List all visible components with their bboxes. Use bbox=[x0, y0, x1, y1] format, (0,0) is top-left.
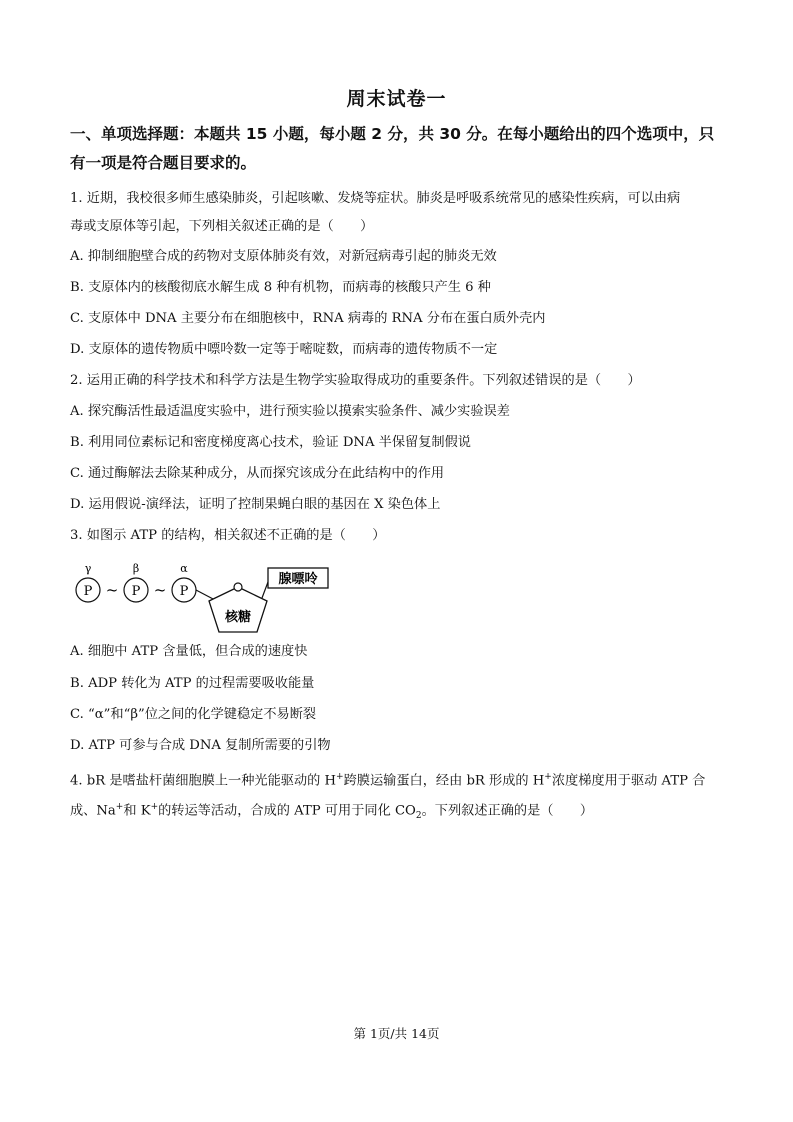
section-heading-line-1: 一、单项选择题：本题共 15 小题，每小题 2 分，共 30 分。在每小题给出的四个选项中，只 bbox=[70, 125, 715, 143]
section-heading-line-2: 有一项是符合题目要求的。 bbox=[70, 154, 257, 172]
q4-l1-part-a: 4. bR 是嗜盐杆菌细胞膜上一种光能驱动的 H bbox=[70, 773, 337, 789]
q4-l2-sup-2: + bbox=[150, 802, 159, 812]
q1-option-a: A. 抑制细胞壁合成的药物对支原体肺炎有效，对新冠病毒引起的肺炎无效 bbox=[70, 249, 497, 264]
q3-option-a: A. 细胞中 ATP 含量低，但合成的速度快 bbox=[70, 644, 308, 659]
high-energy-bond-2: ~ bbox=[153, 581, 167, 599]
q3-stem: 3. 如图示 ATP 的结构，相关叙述不正确的是（ ） bbox=[70, 528, 386, 543]
atp-structure-diagram bbox=[70, 560, 340, 635]
q2-option-a: A. 探究酶活性最适温度实验中，进行预实验以摸索实验条件、减少实验误差 bbox=[70, 404, 510, 419]
q4-l2-sub: 2 bbox=[415, 811, 422, 822]
beta-label: β bbox=[132, 562, 140, 575]
q2-option-d: D. 运用假说-演绎法，证明了控制果蝇白眼的基因在 X 染色体上 bbox=[70, 497, 441, 512]
high-energy-bond-1: ~ bbox=[105, 581, 119, 599]
ring-oxygen bbox=[234, 583, 242, 591]
q4-l2-part-d: 。下列叙述正确的是（ ） bbox=[421, 803, 594, 819]
sugar-base-bond bbox=[262, 582, 268, 598]
q4-l2-part-b: 和 K bbox=[123, 803, 151, 819]
q4-l2-part-c: 的转运等活动，合成的 ATP 可用于同化 CO bbox=[158, 803, 416, 819]
page-title: 周末试卷一 bbox=[346, 88, 447, 110]
phosphate-sugar-bond bbox=[196, 590, 215, 600]
q1-option-c: C. 支原体中 DNA 主要分布在细胞核中，RNA 病毒的 RNA 分布在蛋白质外壳内 bbox=[70, 311, 546, 326]
q1-option-b: B. 支原体内的核酸彻底水解生成 8 种有机物，而病毒的核酸只产生 6 种 bbox=[70, 280, 491, 295]
phosphate-gamma-p: P bbox=[83, 584, 93, 599]
q4-stem-line-1 bbox=[70, 768, 705, 790]
q1-option-d: D. 支原体的遗传物质中嘌呤数一定等于嘧啶数，而病毒的遗传物质不一定 bbox=[70, 342, 498, 357]
q4-l1-sup-2: + bbox=[544, 772, 552, 782]
phosphate-beta-p: P bbox=[131, 584, 141, 599]
alpha-label: α bbox=[180, 562, 188, 575]
q4-l2-part-a: 成、Na bbox=[70, 803, 116, 819]
adenine-label: 腺嘌呤 bbox=[278, 572, 318, 587]
q4-stem-line-2 bbox=[70, 798, 593, 825]
q4-l2-sup-1: + bbox=[115, 802, 124, 812]
q3-option-d: D. ATP 可参与合成 DNA 复制所需要的引物 bbox=[70, 738, 331, 753]
phosphate-alpha-p: P bbox=[179, 584, 189, 599]
q1-stem-line-2: 毒或支原体等引起，下列相关叙述正确的是（ ） bbox=[70, 219, 374, 234]
q1-stem-line-1: 1. 近期，我校很多师生感染肺炎，引起咳嗽、发烧等症状。肺炎是呼吸系统常见的感染性疾病，可以由病 bbox=[70, 191, 681, 206]
page-footer: 第 1页/共 14页 bbox=[353, 1026, 440, 1041]
ribose-label: 核糖 bbox=[224, 610, 252, 625]
q4-l1-part-b: 跨膜运输蛋白，经由 bR 形成的 H bbox=[343, 773, 545, 789]
q2-stem: 2. 运用正确的科学技术和科学方法是生物学实验取得成功的重要条件。下列叙述错误的是（ ） bbox=[70, 373, 641, 388]
q2-option-b: B. 利用同位素标记和密度梯度离心技术，验证 DNA 半保留复制假说 bbox=[70, 435, 471, 450]
q4-l1-part-c: 浓度梯度用于驱动 ATP 合 bbox=[551, 773, 706, 789]
q3-option-c: C. “α”和“β”位之间的化学键稳定不易断裂 bbox=[70, 707, 317, 722]
q3-option-b: B. ADP 转化为 ATP 的过程需要吸收能量 bbox=[70, 676, 315, 691]
q2-option-c: C. 通过酶解法去除某种成分，从而探究该成分在此结构中的作用 bbox=[70, 466, 445, 481]
q4-l1-sup-1: + bbox=[336, 772, 344, 782]
gamma-label: γ bbox=[84, 562, 92, 575]
